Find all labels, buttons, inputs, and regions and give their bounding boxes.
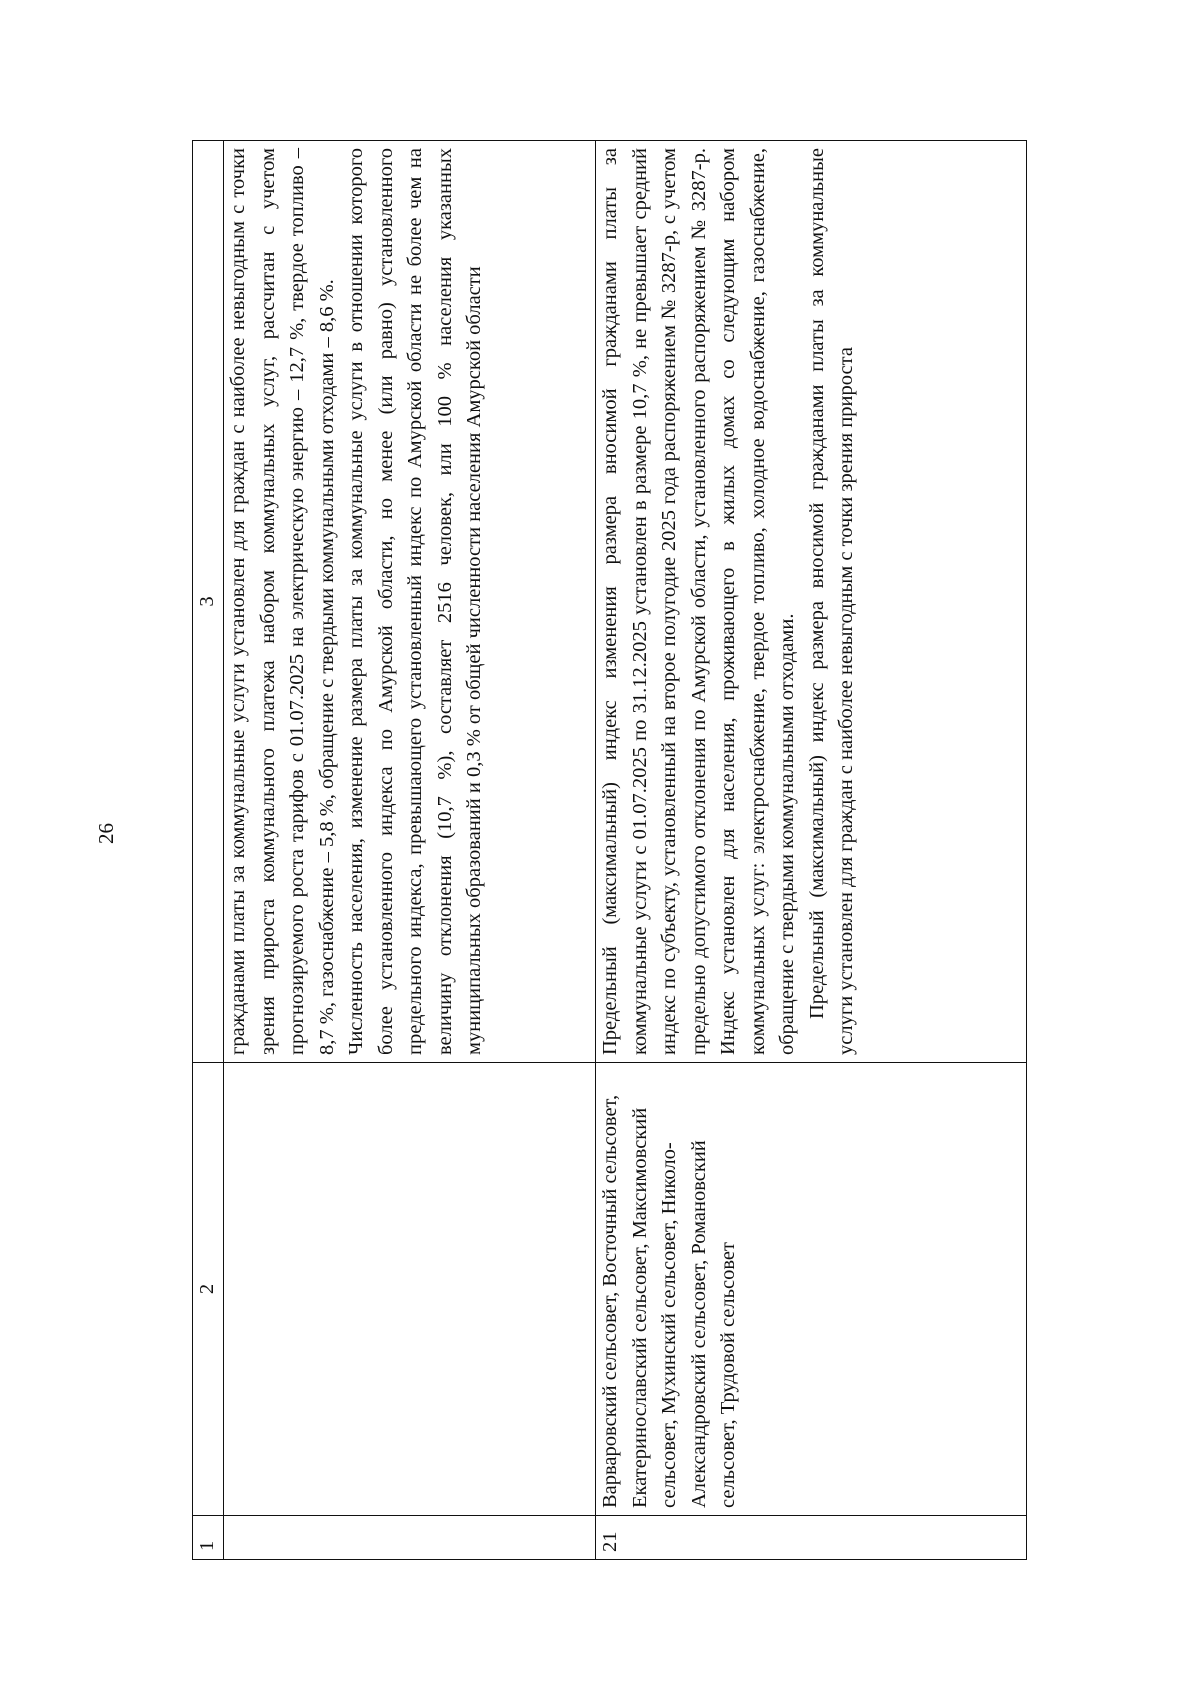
table-row-21: [596, 141, 1027, 1560]
description-paragraph: Предельный (максимальный) индекс размера вносимой гражданами платы за коммунальные услуги установлен для граждан с наиболее невыгодным с точки зрения прироста: [805, 148, 857, 1055]
rotated-table-container: [192, 140, 1027, 1560]
description-paragraph: Предельный (максимальный) индекс изменения размера вносимой гражданами платы за коммунальные услуги с 01.07.2025 по 31.12.2025 установлен в размере 10,7 %, не превышает средний индекс по субъекту, установленный на второе полугодие 2025 года распоряжением № 3287-р, с учетом предельно допустимого отклонения по Амурской области, установленного распоряжением № 3287-р. Индекс установлен для населения, проживающего в жилых домах со следующим набором коммунальных услуг: электроснабжение, твердое топливо, холодное водоснабжение, газоснабжение, обращение с твердыми коммунальными отходами.: [599, 148, 798, 1055]
row-number-cell: [224, 1516, 596, 1560]
description-paragraph: Численность населения, изменение размера платы за коммунальные услуги в отношении которого более установленного индекса по Амурской области, но менее (или равно) установленного предельного индекса, превышающего установленный индекс по Амурской области не более чем на величину отклонения (10,7 %), составляет 2516 человек, или 100 % населения указанных муниципальных образований и 0,3 % от общей численности населения Амурской области: [345, 148, 485, 1055]
description-cell: [224, 141, 596, 1063]
municipalities-cell: [224, 1063, 596, 1516]
tariff-index-table: [192, 140, 1027, 1560]
municipalities-cell: Варваровский сельсовет, Восточный сельсовет, Екатеринославский сельсовет, Максимовский сельсовет, Мухинский сельсовет, Николо-Александровский сельсовет, Романовский сельсовет, Трудовой сельсовет: [596, 1063, 1027, 1516]
table-header-row: [193, 141, 224, 1560]
description-cell: [596, 141, 1027, 1063]
table-row-continuation: [224, 141, 596, 1560]
header-col-1: 1: [193, 1516, 224, 1560]
row-number-cell: 21: [596, 1516, 1027, 1560]
header-col-2: 2: [193, 1063, 224, 1516]
header-col-3: 3: [193, 141, 224, 1063]
description-paragraph: гражданами платы за коммунальные услуги установлен для граждан с наиболее невыгодным с точки зрения прироста коммунального платежа набором коммунальных услуг, рассчитан с учетом прогнозируемого роста тарифов с 01.07.2025 на электрическую энергию – 12,7 %, твердое топливо – 8,7 %, газоснабжение – 5,8 %, обращение с твердыми коммунальными отходами – 8,6 %.: [227, 148, 338, 1055]
page-number: 26: [94, 823, 118, 844]
